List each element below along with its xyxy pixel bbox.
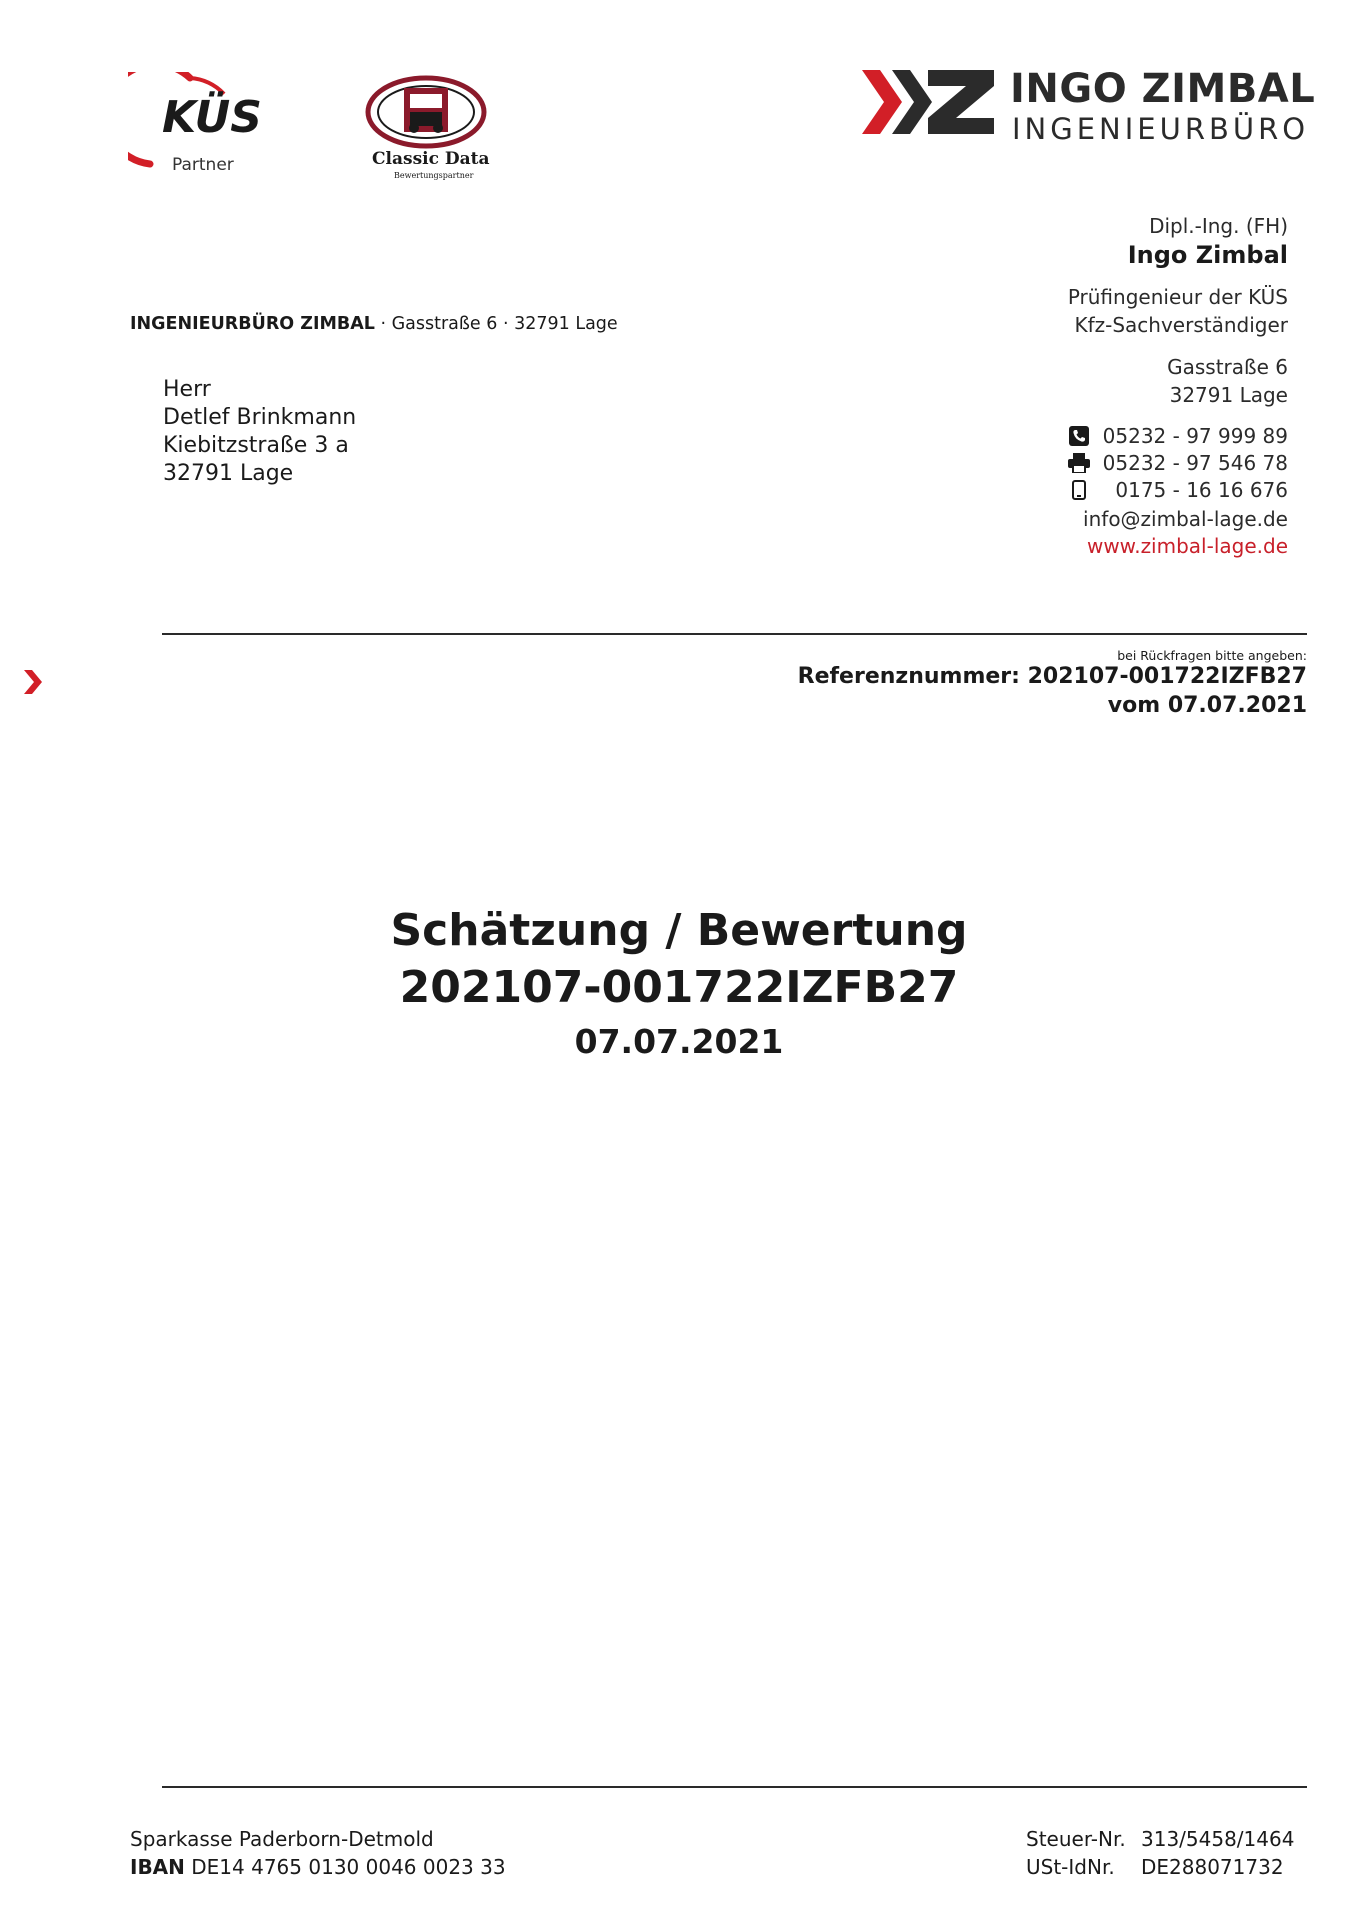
- chevron-right-icon: [22, 668, 44, 696]
- kues-partner-logo: [128, 72, 278, 182]
- classic-data-logo-sub: Bewertungspartner: [394, 171, 474, 180]
- classic-data-logo-text: Classic Data: [372, 149, 490, 169]
- classic-data-logo: [364, 74, 492, 182]
- owner-name: Ingo Zimbal: [1127, 241, 1288, 269]
- document-reference: 202107-001722IZFB27: [399, 962, 959, 1013]
- zimbal-logo-sub: INGENIEURBÜRO: [1012, 112, 1310, 146]
- role-line-2: Kfz-Sachverständiger: [1074, 313, 1288, 337]
- letterhead-street: Gasstraße 6: [1167, 355, 1288, 379]
- mobile-number: 0175 - 16 16 676: [1115, 478, 1288, 502]
- vat-label: USt-IdNr.: [1026, 1855, 1115, 1879]
- sender-line: [130, 314, 618, 334]
- zimbal-logo-mark: [862, 70, 994, 134]
- phone-line: [1065, 424, 1288, 448]
- phone-icon: [1065, 426, 1093, 446]
- classic-data-logo-graphic: [364, 74, 492, 182]
- tax-label: Steuer-Nr.: [1026, 1827, 1126, 1851]
- footer-divider: [162, 1786, 1307, 1788]
- document-date: 07.07.2021: [574, 1022, 784, 1061]
- bank-name: Sparkasse Paderborn-Detmold: [130, 1827, 434, 1851]
- phone-number: 05232 - 97 999 89: [1102, 424, 1288, 448]
- zimbal-logo-name: INGO ZIMBAL: [1010, 66, 1316, 112]
- sender-address: · Gasstraße 6 · 32791 Lage: [374, 314, 618, 334]
- role-line-1: Prüfingenieur der KÜS: [1067, 285, 1288, 309]
- iban-label: IBAN: [130, 1855, 185, 1879]
- tax-value: 313/5458/1464: [1141, 1827, 1295, 1851]
- email-link[interactable]: info@zimbal-lage.de: [1083, 507, 1288, 531]
- document-title: Schätzung / Bewertung: [390, 905, 968, 956]
- mobile-line: [1065, 478, 1288, 502]
- kues-logo-text: KÜS: [162, 92, 262, 143]
- vat-value: DE288071732: [1141, 1855, 1284, 1879]
- reference-date: vom 07.07.2021: [1107, 693, 1307, 718]
- recipient-street: Kiebitzstraße 3 a: [163, 433, 349, 458]
- iban-value: DE14 4765 0130 0046 0023 33: [184, 1855, 506, 1879]
- fax-line: [1065, 451, 1288, 475]
- recipient-salutation: Herr: [163, 377, 211, 402]
- zimbal-logo: [862, 66, 1316, 146]
- reference-hint: bei Rückfragen bitte angeben:: [1117, 648, 1307, 663]
- kues-logo-sub: Partner: [172, 155, 234, 175]
- iban-line: [130, 1855, 506, 1879]
- degree: Dipl.-Ing. (FH): [1149, 214, 1288, 238]
- printer-icon: [1065, 453, 1093, 473]
- letterhead-city: 32791 Lage: [1169, 383, 1288, 407]
- header-divider: [162, 633, 1307, 635]
- kues-logo-graphic: [128, 72, 278, 182]
- sender-company: INGENIEURBÜRO ZIMBAL: [130, 314, 375, 334]
- mobile-phone-icon: [1065, 480, 1093, 500]
- fax-number: 05232 - 97 546 78: [1102, 451, 1288, 475]
- recipient-city: 32791 Lage: [163, 461, 294, 486]
- recipient-name: Detlef Brinkmann: [163, 405, 357, 430]
- website-link[interactable]: www.zimbal-lage.de: [1086, 534, 1288, 558]
- reference-number: Referenznummer: 202107-001722IZFB27: [797, 664, 1307, 689]
